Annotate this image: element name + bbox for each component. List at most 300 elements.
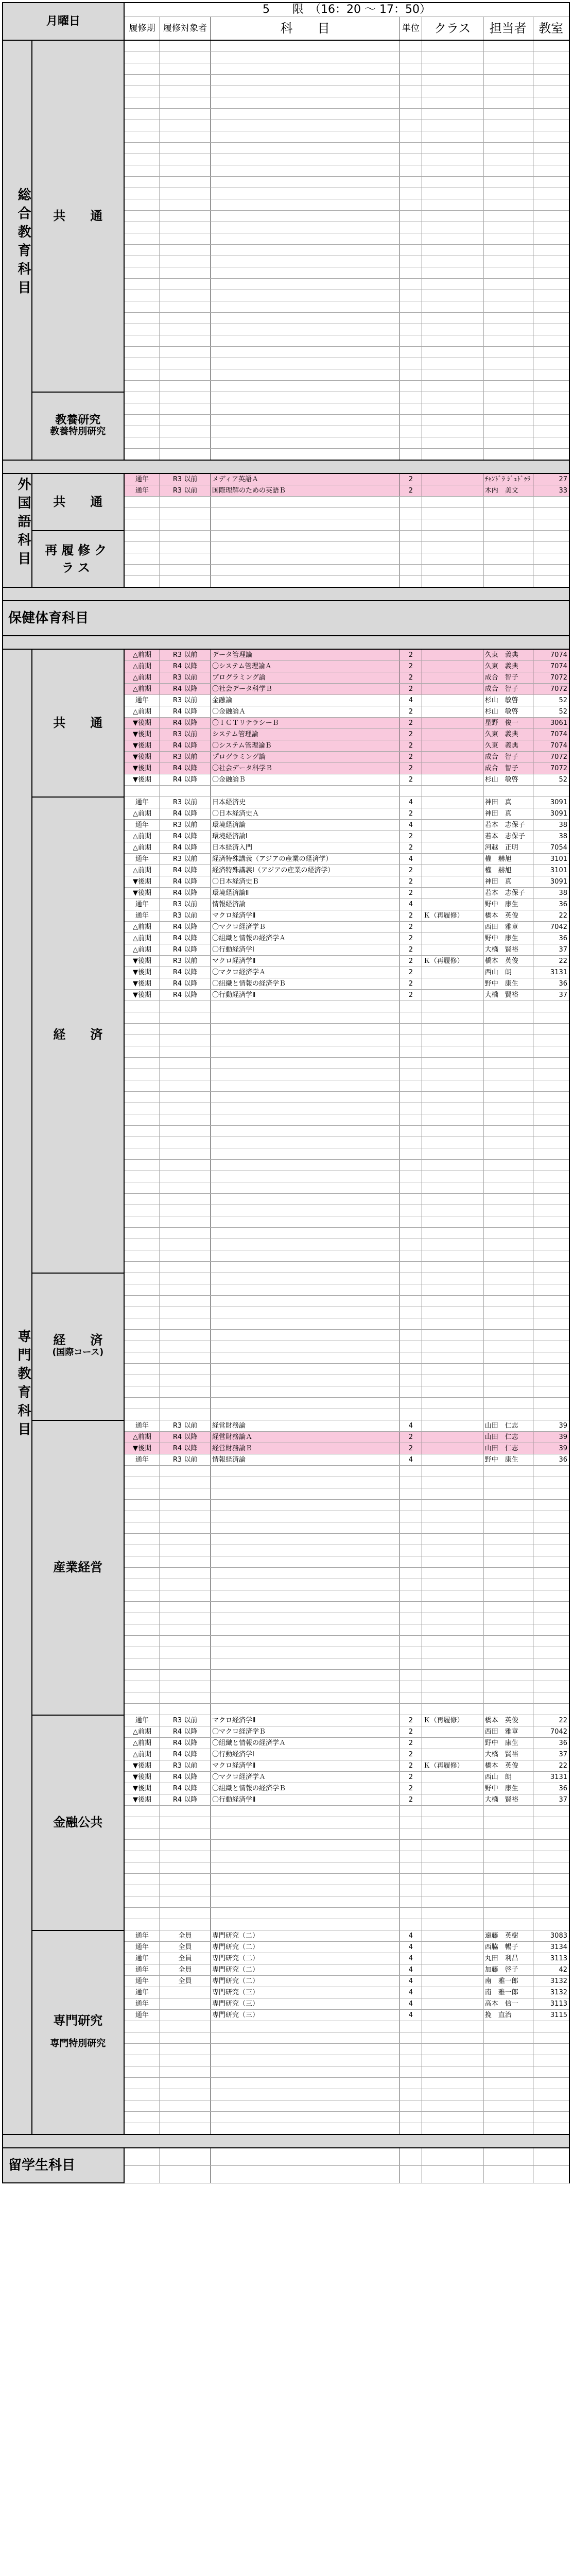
course-teacher	[483, 1194, 533, 1205]
course-class	[422, 485, 483, 497]
course-target	[160, 1216, 211, 1228]
course-teacher	[483, 531, 533, 542]
course-class	[422, 497, 483, 508]
course-term: 通年	[124, 2010, 160, 2021]
course-credits	[400, 2123, 422, 2135]
course-subject	[211, 2078, 400, 2089]
course-class	[422, 1738, 483, 1749]
course-term	[124, 2089, 160, 2100]
course-target	[160, 2165, 211, 2183]
course-subject	[211, 1511, 400, 1522]
course-teacher	[483, 1001, 533, 1012]
course-target	[160, 290, 211, 301]
course-subject	[211, 2100, 400, 2112]
course-subject: 〇行動経済学Ⅰ	[211, 1749, 400, 1760]
course-target	[160, 1137, 211, 1148]
course-teacher	[483, 2032, 533, 2044]
course-teacher	[483, 1874, 533, 1885]
course-room	[533, 165, 569, 177]
course-class	[422, 449, 483, 461]
course-teacher	[483, 2078, 533, 2089]
course-room: 36	[533, 899, 569, 910]
course-target	[160, 131, 211, 143]
course-term	[124, 1352, 160, 1364]
course-subject	[211, 211, 400, 222]
course-credits	[400, 1194, 422, 1205]
course-class	[422, 1432, 483, 1443]
course-subject	[211, 415, 400, 426]
course-credits	[400, 1862, 422, 1874]
course-room: 42	[533, 1964, 569, 1976]
course-subject: 〇日本経済史Ｂ	[211, 876, 400, 888]
course-term	[124, 2123, 160, 2135]
course-target: R4 以降	[160, 944, 211, 956]
course-subject	[211, 1296, 400, 1307]
course-room	[533, 75, 569, 86]
course-subject: 専門研究（二）	[211, 1930, 400, 1942]
course-room	[533, 1386, 569, 1398]
course-teacher: 木内 美文	[483, 485, 533, 497]
course-target	[160, 1058, 211, 1069]
course-target	[160, 301, 211, 313]
course-teacher	[483, 1568, 533, 1579]
course-term	[124, 256, 160, 267]
course-class	[422, 1273, 483, 1284]
course-class	[422, 1103, 483, 1114]
course-room	[533, 1398, 569, 1409]
course-teacher	[483, 154, 533, 165]
course-target	[160, 1318, 211, 1330]
course-class: Ｋ（再履修）	[422, 1760, 483, 1772]
course-teacher	[483, 256, 533, 267]
course-teacher: 野中 康生	[483, 978, 533, 990]
course-subject: 〇システム管理論Ｂ	[211, 740, 400, 752]
course-teacher	[483, 1670, 533, 1681]
course-credits	[400, 1171, 422, 1182]
course-class	[422, 978, 483, 990]
label-kyoyo-common-text: 共 通	[53, 208, 103, 223]
course-term	[124, 531, 160, 542]
course-room: 37	[533, 1794, 569, 1806]
course-credits	[400, 177, 422, 188]
course-target: R4 以降	[160, 763, 211, 774]
course-credits	[400, 1568, 422, 1579]
course-room: 3115	[533, 2010, 569, 2021]
course-credits: 2	[400, 956, 422, 967]
course-target	[160, 2021, 211, 2032]
course-credits	[400, 2055, 422, 2066]
course-room: 52	[533, 695, 569, 706]
course-term: ▼後期	[124, 967, 160, 978]
course-class	[422, 1919, 483, 1930]
course-class	[422, 2112, 483, 2123]
course-subject	[211, 1466, 400, 1477]
course-teacher	[483, 1216, 533, 1228]
course-credits	[400, 1058, 422, 1069]
course-credits: 2	[400, 865, 422, 876]
course-target: 全員	[160, 1953, 211, 1964]
course-target: R3 以前	[160, 649, 211, 661]
course-term: ▼後期	[124, 1760, 160, 1772]
course-credits	[400, 75, 422, 86]
course-subject	[211, 154, 400, 165]
course-term	[124, 437, 160, 449]
course-target	[160, 75, 211, 86]
course-subject: 経営財務論Ｂ	[211, 1443, 400, 1454]
course-teacher	[483, 1534, 533, 1545]
course-teacher: 南 雅一郎	[483, 1987, 533, 1998]
course-teacher: 西田 雅章	[483, 1726, 533, 1738]
course-teacher	[483, 1228, 533, 1239]
course-term	[124, 1035, 160, 1046]
course-credits	[400, 508, 422, 519]
course-credits	[400, 786, 422, 797]
course-teacher	[483, 335, 533, 347]
course-credits	[400, 2165, 422, 2183]
course-target	[160, 1998, 211, 2010]
course-class	[422, 301, 483, 313]
course-term: △前期	[124, 1432, 160, 1443]
course-subject	[211, 1250, 400, 1262]
course-subject	[211, 109, 400, 120]
course-subject: 環境経済論Ⅱ	[211, 888, 400, 899]
course-class	[422, 381, 483, 392]
course-credits	[400, 1182, 422, 1194]
course-room	[533, 1160, 569, 1171]
course-room: 3061	[533, 718, 569, 729]
course-credits	[400, 165, 422, 177]
course-credits: 2	[400, 672, 422, 684]
course-subject	[211, 1670, 400, 1681]
course-term	[124, 1262, 160, 1273]
course-room	[533, 1284, 569, 1296]
course-teacher	[483, 267, 533, 279]
course-credits	[400, 1647, 422, 1658]
course-credits: 2	[400, 729, 422, 740]
course-room	[533, 1466, 569, 1477]
course-term	[124, 1556, 160, 1568]
course-teacher: 遠藤 英樹	[483, 1930, 533, 1942]
course-subject	[211, 335, 400, 347]
course-class	[422, 1522, 483, 1534]
course-row	[3, 649, 569, 661]
course-teacher	[483, 1126, 533, 1137]
course-credits	[400, 2089, 422, 2100]
course-term: ▼後期	[124, 774, 160, 786]
course-room	[533, 199, 569, 211]
course-class	[422, 97, 483, 109]
course-target: R4 以降	[160, 842, 211, 854]
course-credits: 2	[400, 774, 422, 786]
course-teacher: 大橋 賢裕	[483, 1749, 533, 1760]
course-term	[124, 1058, 160, 1069]
course-subject	[211, 1364, 400, 1375]
course-teacher	[483, 1114, 533, 1126]
course-credits	[400, 290, 422, 301]
col-header-class: クラス	[422, 17, 483, 41]
course-subject	[211, 508, 400, 519]
course-term: △前期	[124, 1749, 160, 1760]
course-class	[422, 1477, 483, 1488]
course-teacher: 高本 信一	[483, 1998, 533, 2010]
course-credits	[400, 1386, 422, 1398]
course-target: 全員	[160, 1976, 211, 1987]
course-teacher	[483, 449, 533, 461]
course-term	[124, 2148, 160, 2165]
course-credits	[400, 313, 422, 324]
course-teacher	[483, 1262, 533, 1273]
course-target	[160, 531, 211, 542]
course-class	[422, 1228, 483, 1239]
course-term: 通年	[124, 899, 160, 910]
course-class	[422, 199, 483, 211]
course-teacher	[483, 1817, 533, 1828]
course-term: △前期	[124, 649, 160, 661]
course-class	[422, 290, 483, 301]
course-room: 22	[533, 1715, 569, 1726]
course-class	[422, 1250, 483, 1262]
course-credits: 2	[400, 888, 422, 899]
course-credits	[400, 1908, 422, 1919]
course-credits	[400, 1137, 422, 1148]
course-term: △前期	[124, 933, 160, 944]
course-class	[422, 661, 483, 672]
course-subject	[211, 1330, 400, 1341]
course-room	[533, 52, 569, 63]
course-target: R3 以前	[160, 752, 211, 763]
course-target	[160, 1341, 211, 1352]
course-teacher	[483, 1386, 533, 1398]
course-target: R4 以降	[160, 1794, 211, 1806]
course-room	[533, 267, 569, 279]
label-gaikoku	[3, 473, 32, 587]
course-subject	[211, 1806, 400, 1817]
course-class	[422, 1375, 483, 1386]
label-hoken: 保健体育科目	[3, 601, 569, 636]
course-credits	[400, 1919, 422, 1930]
course-subject	[211, 1692, 400, 1704]
course-room: 3131	[533, 967, 569, 978]
course-term: △前期	[124, 1726, 160, 1738]
course-teacher	[483, 1488, 533, 1500]
course-teacher	[483, 1092, 533, 1103]
course-class	[422, 729, 483, 740]
course-term: 通年	[124, 910, 160, 922]
course-credits	[400, 1046, 422, 1058]
course-target	[160, 449, 211, 461]
course-teacher	[483, 1613, 533, 1624]
course-room	[533, 313, 569, 324]
course-class	[422, 797, 483, 808]
course-term: 通年	[124, 1976, 160, 1987]
course-credits	[400, 1080, 422, 1092]
course-class	[422, 267, 483, 279]
course-room	[533, 2165, 569, 2183]
course-target: R4 以降	[160, 922, 211, 933]
course-class	[422, 1840, 483, 1851]
course-credits: 4	[400, 1976, 422, 1987]
course-subject	[211, 1103, 400, 1114]
course-subject: 情報経済論	[211, 899, 400, 910]
label-gaikoku-re-text: 再履修クラス	[45, 543, 111, 575]
course-class	[422, 718, 483, 729]
course-target	[160, 347, 211, 358]
course-target	[160, 1511, 211, 1522]
course-room	[533, 1296, 569, 1307]
course-target	[160, 279, 211, 290]
course-class	[422, 786, 483, 797]
course-term: 通年	[124, 1454, 160, 1466]
course-subject	[211, 188, 400, 199]
course-subject	[211, 301, 400, 313]
course-teacher	[483, 1046, 533, 1058]
course-target	[160, 1092, 211, 1103]
course-subject	[211, 381, 400, 392]
label-kyoyo-kenkyu	[32, 392, 124, 461]
course-room	[533, 211, 569, 222]
course-room: 52	[533, 774, 569, 786]
course-target	[160, 233, 211, 245]
course-term	[124, 1228, 160, 1239]
course-subject	[211, 1284, 400, 1296]
course-term: △前期	[124, 944, 160, 956]
course-teacher	[483, 324, 533, 335]
course-target: R4 以降	[160, 1738, 211, 1749]
course-teacher: 杉山 敏啓	[483, 695, 533, 706]
course-room	[533, 86, 569, 97]
course-credits: 2	[400, 649, 422, 661]
course-term	[124, 1477, 160, 1488]
course-credits	[400, 2148, 422, 2165]
course-room: 3132	[533, 1976, 569, 1987]
course-credits	[400, 1069, 422, 1080]
course-credits: 2	[400, 1749, 422, 1760]
course-room: 36	[533, 1738, 569, 1749]
course-credits: 4	[400, 1998, 422, 2010]
course-room: 36	[533, 1783, 569, 1794]
course-class	[422, 415, 483, 426]
course-class	[422, 233, 483, 245]
course-credits	[400, 2044, 422, 2055]
course-class	[422, 1398, 483, 1409]
course-class	[422, 1998, 483, 2010]
course-target	[160, 2123, 211, 2135]
course-class	[422, 740, 483, 752]
course-teacher: 山田 仁志	[483, 1432, 533, 1443]
course-room: 36	[533, 1454, 569, 1466]
course-credits	[400, 279, 422, 290]
course-subject	[211, 426, 400, 437]
course-subject	[211, 1885, 400, 1896]
course-target	[160, 1364, 211, 1375]
course-class	[422, 1534, 483, 1545]
course-credits	[400, 449, 422, 461]
course-class	[422, 1976, 483, 1987]
course-room	[533, 1602, 569, 1613]
course-teacher: 大橋 賢裕	[483, 944, 533, 956]
course-target	[160, 1692, 211, 1704]
course-credits	[400, 347, 422, 358]
course-teacher	[483, 1296, 533, 1307]
course-subject	[211, 1194, 400, 1205]
course-term	[124, 1579, 160, 1590]
course-target: R3 以前	[160, 820, 211, 831]
course-target: R4 以降	[160, 1783, 211, 1794]
course-class	[422, 165, 483, 177]
course-room	[533, 177, 569, 188]
course-class	[422, 876, 483, 888]
course-teacher: 西脇 暢子	[483, 1942, 533, 1953]
course-class	[422, 86, 483, 97]
course-room	[533, 1885, 569, 1896]
course-teacher	[483, 381, 533, 392]
course-class	[422, 1817, 483, 1828]
course-room	[533, 1908, 569, 1919]
course-room	[533, 97, 569, 109]
course-room	[533, 1670, 569, 1681]
course-target	[160, 1681, 211, 1692]
course-room	[533, 347, 569, 358]
course-room	[533, 1488, 569, 1500]
course-credits	[400, 1658, 422, 1670]
course-term	[124, 1874, 160, 1885]
course-credits	[400, 1500, 422, 1511]
course-class	[422, 1046, 483, 1058]
course-credits	[400, 1024, 422, 1035]
course-subject	[211, 1636, 400, 1647]
course-target	[160, 1182, 211, 1194]
course-room	[533, 508, 569, 519]
course-credits: 4	[400, 1942, 422, 1953]
course-credits	[400, 1352, 422, 1364]
course-term	[124, 75, 160, 86]
course-room: 36	[533, 933, 569, 944]
course-teacher	[483, 1398, 533, 1409]
course-target: R4 以降	[160, 1772, 211, 1783]
course-target	[160, 1840, 211, 1851]
course-term: △前期	[124, 684, 160, 695]
course-row	[3, 1715, 569, 1726]
course-credits	[400, 97, 422, 109]
course-room	[533, 1262, 569, 1273]
course-term	[124, 1817, 160, 1828]
course-class	[422, 1239, 483, 1250]
course-target	[160, 2010, 211, 2021]
course-room: 7074	[533, 740, 569, 752]
label-senmon-common-text: 共 通	[53, 715, 103, 730]
course-class	[422, 211, 483, 222]
course-teacher	[483, 426, 533, 437]
course-room	[533, 1840, 569, 1851]
course-class	[422, 1885, 483, 1896]
course-room: 3134	[533, 1942, 569, 1953]
course-class	[422, 1647, 483, 1658]
course-subject: 日本経済史	[211, 797, 400, 808]
course-teacher: 神田 真	[483, 797, 533, 808]
course-credits: 2	[400, 1443, 422, 1454]
course-term	[124, 222, 160, 233]
course-term	[124, 1001, 160, 1012]
course-target	[160, 1828, 211, 1840]
course-credits	[400, 1488, 422, 1500]
course-credits: 2	[400, 967, 422, 978]
course-subject	[211, 86, 400, 97]
course-class	[422, 933, 483, 944]
course-credits	[400, 109, 422, 120]
course-credits: 2	[400, 808, 422, 820]
course-subject	[211, 177, 400, 188]
course-target	[160, 1556, 211, 1568]
